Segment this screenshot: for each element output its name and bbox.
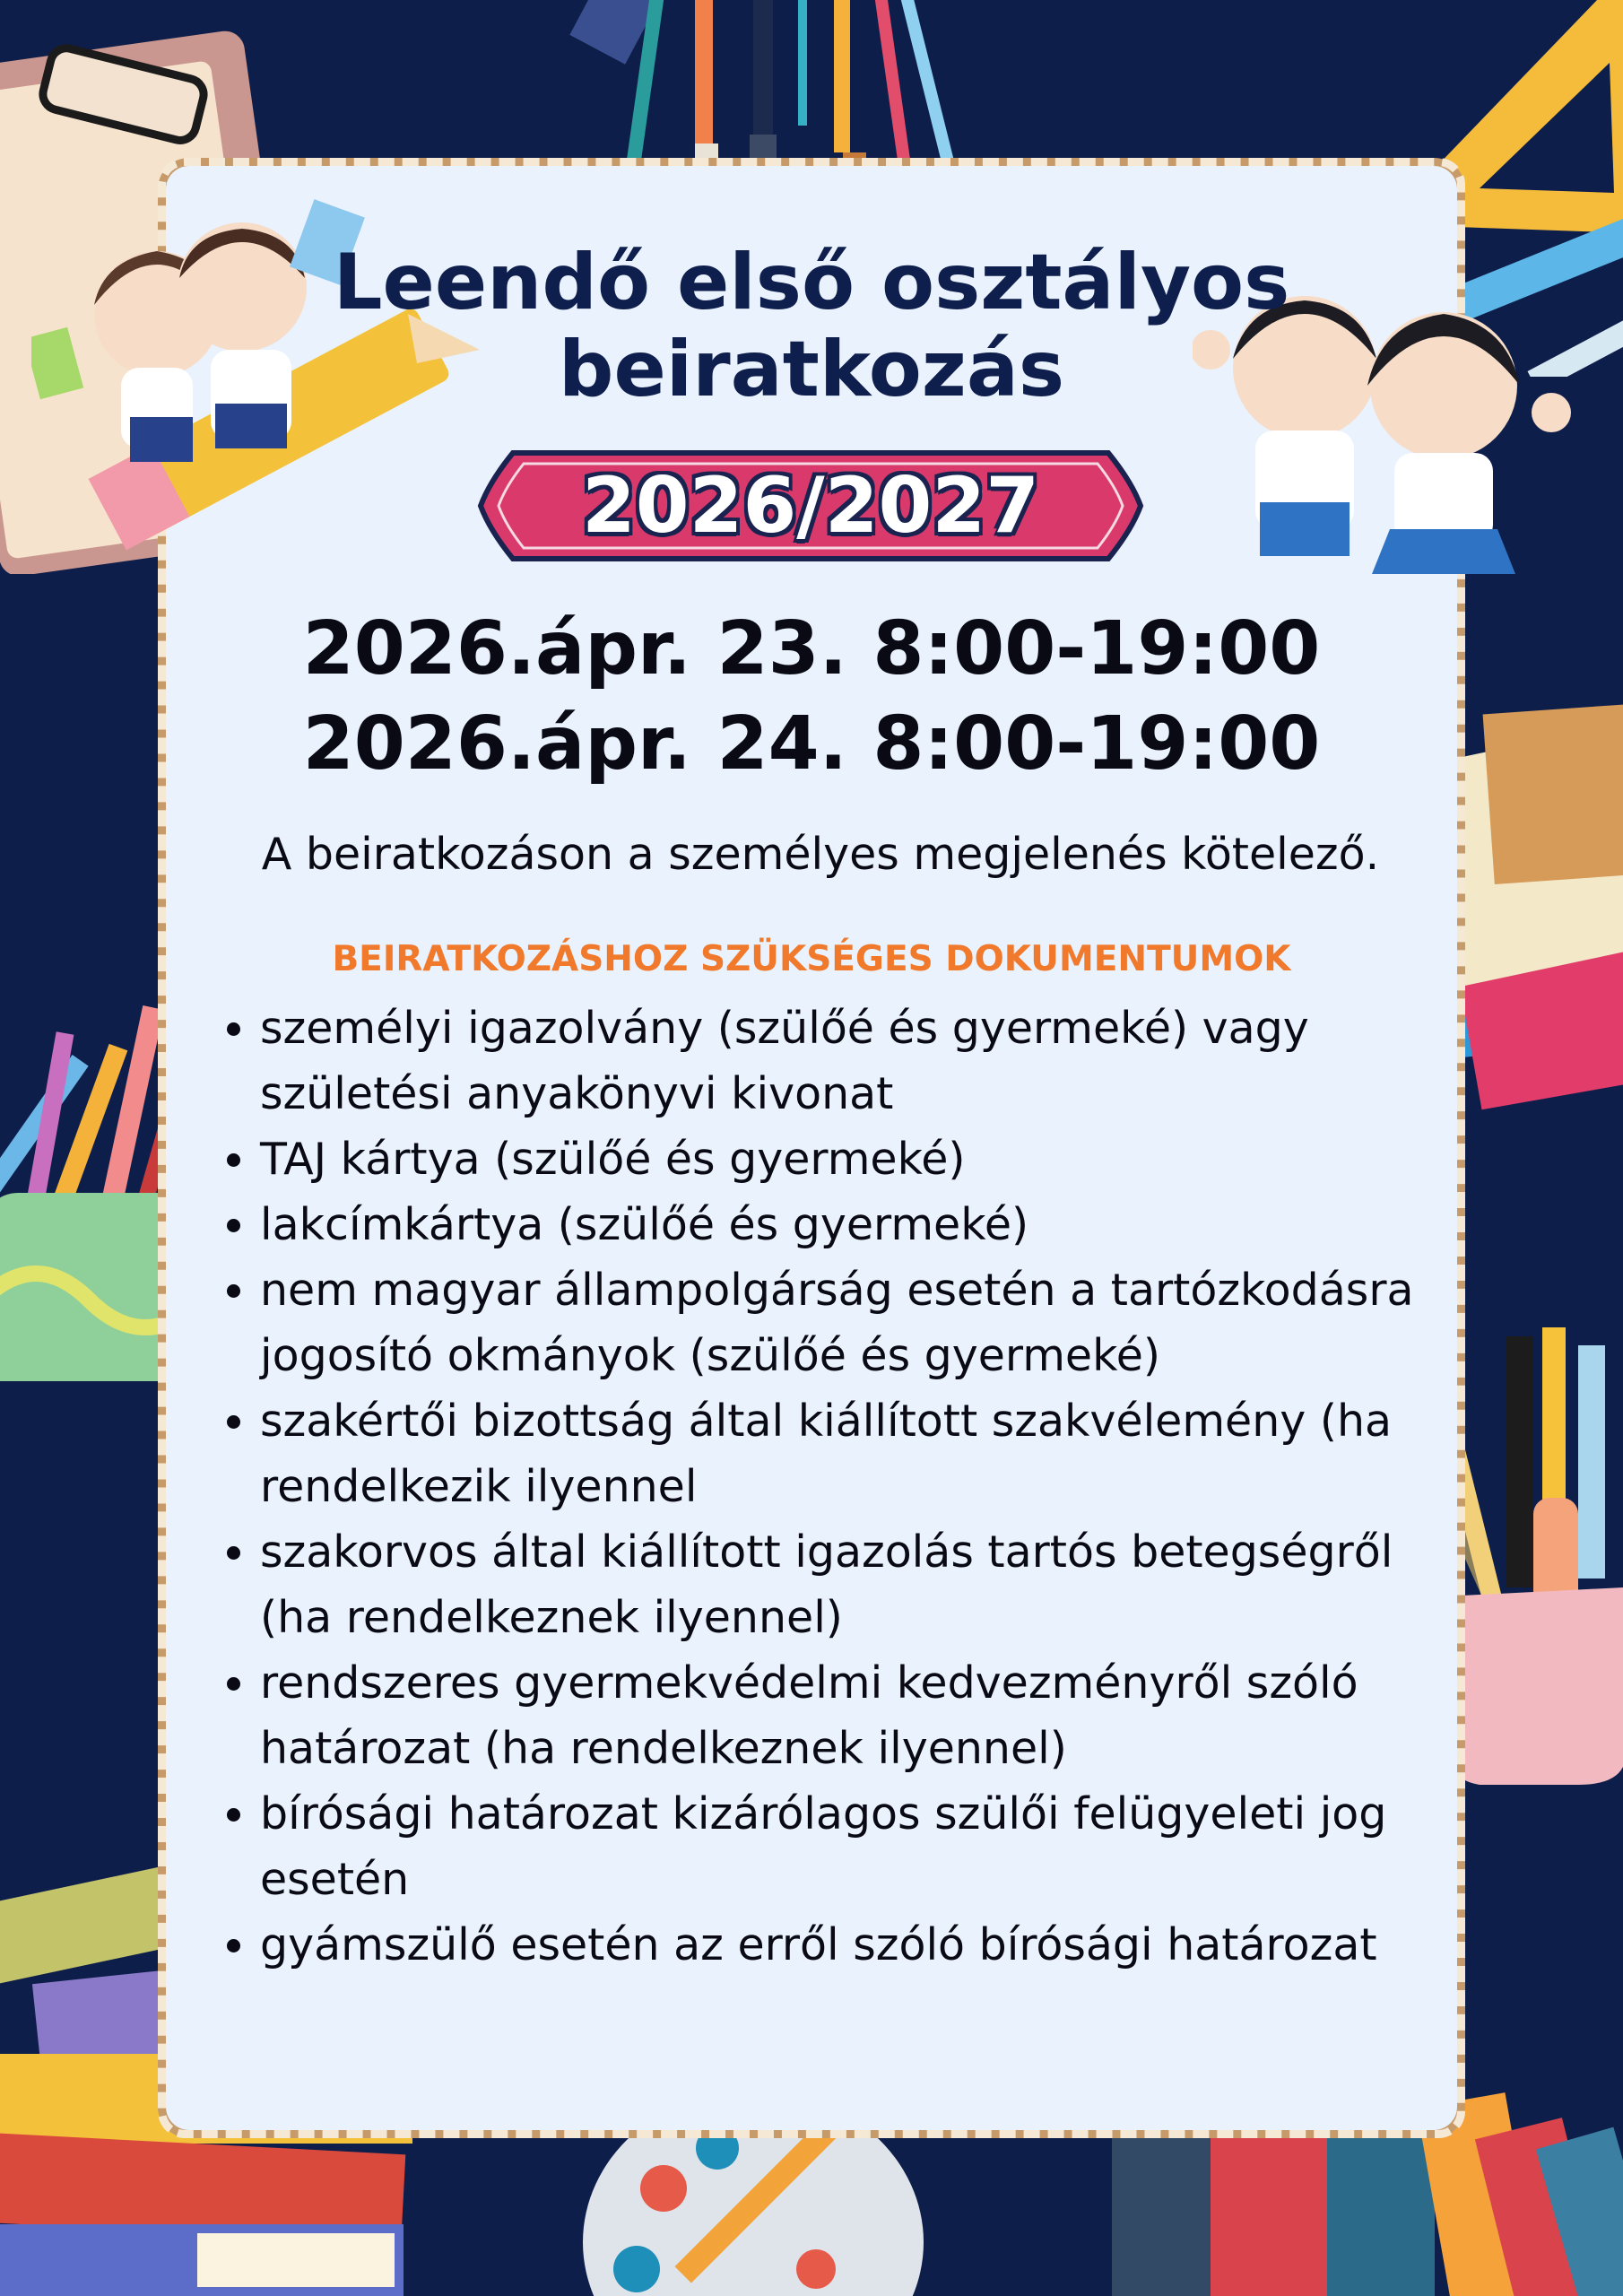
list-item: • rendszeres gyermekvédelmi kedvezményről szóló határozat (ha rendelkeznek ilyennel)	[260, 1650, 1462, 1781]
list-item: • lakcímkártya (szülőé és gyermeké)	[260, 1192, 1462, 1257]
list-item: • gyámszülő esetén az erről szóló bírósági határozat	[260, 1912, 1462, 1978]
list-item: • nem magyar állampolgárság esetén a tartózkodásra jogosító okmányok (szülőé és gyermeké)	[260, 1257, 1462, 1388]
enrollment-date-1: 2026.ápr. 23. 8:00-19:00	[302, 606, 1321, 691]
list-item: • szakorvos által kiállított igazolás tartós betegségről (ha rendelkeznek ilyennel)	[260, 1519, 1462, 1650]
documents-list	[217, 996, 1462, 1978]
list-item: • szakértői bizottság által kiállított szakvélemény (ha rendelkezik ilyennel	[260, 1388, 1462, 1519]
title-line-2: beiratkozás	[558, 325, 1065, 414]
enrollment-date-2: 2026.ápr. 24. 8:00-19:00	[302, 701, 1321, 787]
attendance-note: A beiratkozáson a személyes megjelenés kötelező.	[261, 829, 1380, 880]
list-item: • bírósági határozat kizárólagos szülői felügyeleti jog esetén	[260, 1781, 1462, 1912]
list-item: • személyi igazolvány (szülőé és gyermeké) vagy születési anyakönyvi kivonat	[260, 996, 1462, 1126]
school-year: 2026/2027	[581, 461, 1040, 551]
documents-heading: BEIRATKOZÁSHOZ SZÜKSÉGES DOKUMENTUMOK	[332, 939, 1291, 979]
title-line-1: Leendő első osztályos	[333, 238, 1290, 327]
list-item: • TAJ kártya (szülőé és gyermeké)	[260, 1126, 1462, 1192]
